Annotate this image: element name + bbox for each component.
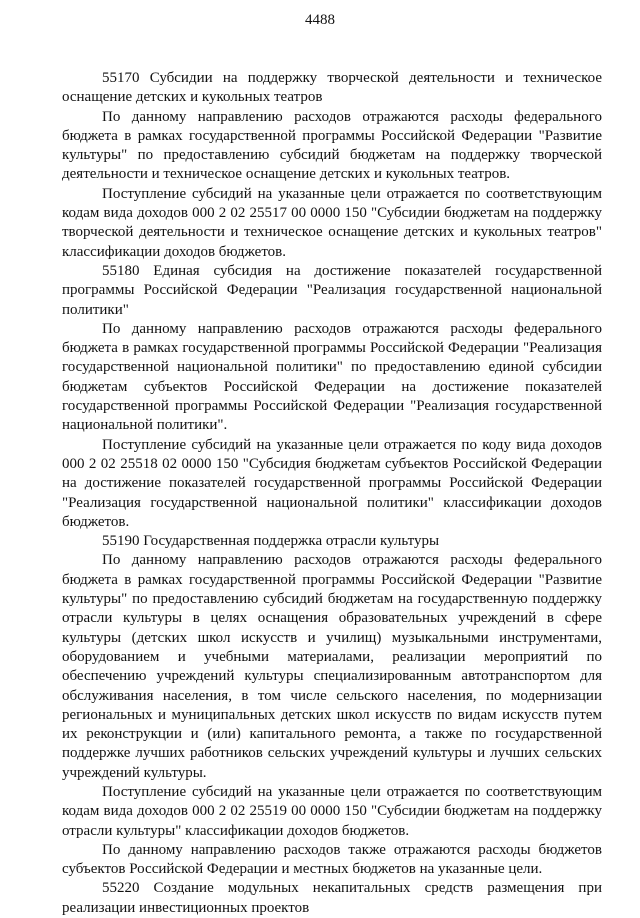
paragraph-income-55190: Поступление субсидий на указанные цели отражается по соответствующим кодам вида доходов 000 2 02 25519 00 0000 150 "Субсидии бюджетам на поддержку отрасли культуры" классификации доходов бюджетов.	[62, 783, 602, 839]
paragraph-expenses-55180: По данному направлению расходов отражаются расходы федерального бюджета в рамках государственной программы Российской Федерации "Реализация государственной национальной политики" по предоставлению единой субсидии бюджетам субъектов Российской Федерации на достижение показателей государственной программы Российской Федерации "Реализация государственной национальной политики".	[62, 320, 602, 434]
paragraph-income-55180: Поступление субсидий на указанные цели отражается по коду вида доходов 000 2 02 25518 02 0000 150 "Субсидия бюджетам субъектов Российской Федерации на достижение показателей государственной программы Российской Федерации "Реализация государственной национальной политики" классификации доходов бюджетов.	[62, 436, 602, 530]
section-heading-55190: 55190 Государственная поддержка отрасли культуры	[102, 533, 440, 550]
document-body	[62, 69, 602, 918]
section-heading-55180: 55180 Единая субсидия на достижение показателей государственной программы Российской Федерации "Реализация государственной национальной политики"	[62, 262, 602, 318]
section-heading-55220: 55220 Создание модульных некапитальных средств размещения при реализации инвестиционных проектов	[62, 880, 602, 916]
paragraph-regional-55190: По данному направлению расходов также отражаются расходы бюджетов субъектов Российской Федерации и местных бюджетов на указанные цели.	[62, 841, 602, 878]
section-heading-55170: 55170 Субсидии на поддержку творческой деятельности и техническое оснащение детских и кукольных театров	[62, 70, 602, 106]
paragraph-expenses-55190: По данному направлению расходов отражаются расходы федерального бюджета в рамках государственной программы Российской Федерации "Развитие культуры" по предоставлению субсидий бюджетам на государственную поддержку отрасли культуры в целях оснащения образовательных учреждений в сфере культуры (детских школ искусств и училищ) музыкальными инструментами, оборудованием и учебными материалами, реализации мероприятий по обеспечению учреждений культуры специализированным автотранспортом для обслуживания населения, в том числе сельского населения, по модернизации региональных и муниципальных детских школ искусств по видам искусств путем их реконструкции и (или) капитального ремонта, а также по государственной поддержке лучших работников сельских учреждений культуры и лучших сельских учреждений культуры.	[62, 552, 602, 781]
paragraph-income-55170: Поступление субсидий на указанные цели отражается по соответствующим кодам вида доходов 000 2 02 25517 00 0000 150 "Субсидии бюджетам на поддержку творческой деятельности и техническое оснащение детских и кукольных театров" классификации доходов бюджетов.	[62, 185, 602, 260]
page-number: 4488	[305, 12, 335, 28]
paragraph-expenses-55170: По данному направлению расходов отражаются расходы федерального бюджета в рамках государственной программы Российской Федерации "Развитие культуры" по предоставлению субсидий бюджетам на поддержку творческой деятельности и техническое оснащение детских и кукольных театров.	[62, 108, 602, 183]
